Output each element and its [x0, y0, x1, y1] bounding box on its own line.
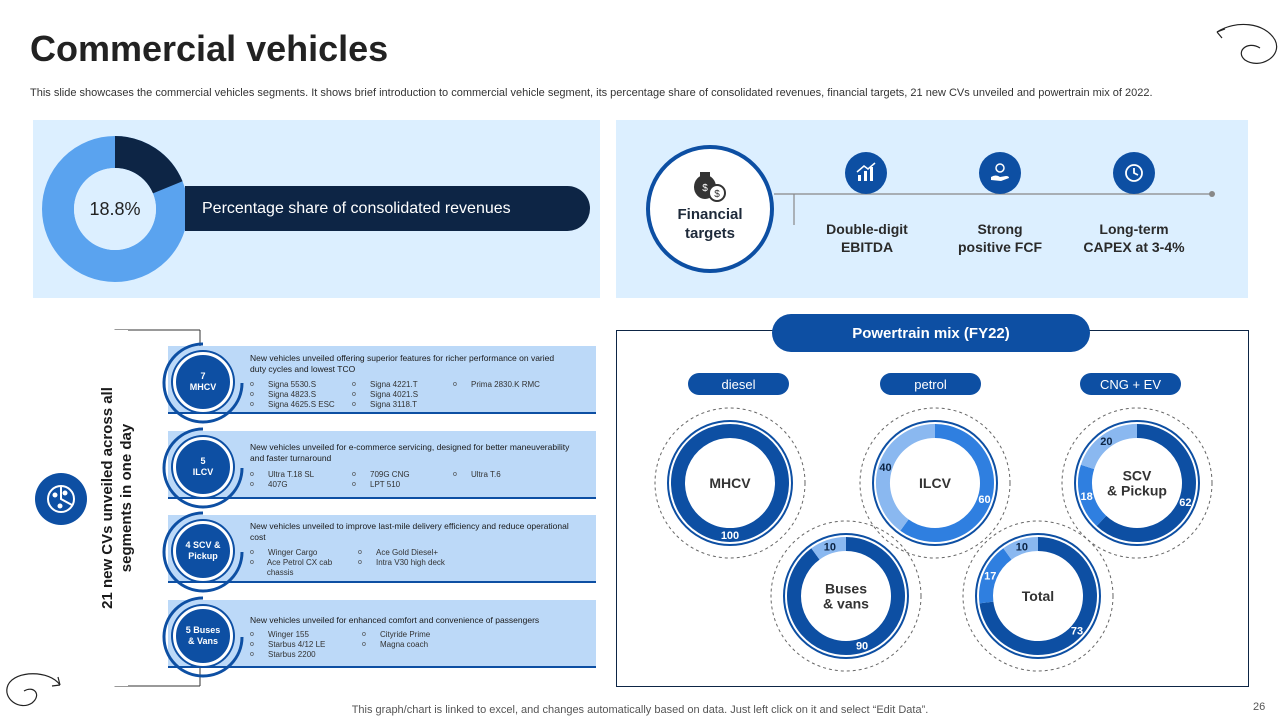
segment-1-item: o Signa 4221.T — [352, 380, 418, 389]
share-label-bar — [185, 186, 590, 231]
ring-value-label: 62 — [1179, 497, 1192, 510]
segment-2-item: o Ultra T.6 — [453, 470, 501, 479]
target-2-line1: Strong — [977, 221, 1023, 237]
segment-3-item: o Intra V30 high deck — [358, 558, 445, 567]
ring-name-label: & Pickup — [1107, 482, 1167, 499]
segment-3-item: o Ace Gold Diesel+ — [358, 548, 439, 557]
ring-value-label: 10 — [1015, 541, 1029, 554]
ring-value-label: 73 — [1070, 625, 1084, 638]
segment-2-item: o 709G CNG — [352, 470, 410, 479]
chart-growth-icon — [845, 152, 887, 194]
segment-1-badge-l2: MHCV — [189, 382, 217, 392]
target-3-line1: Long-term — [1099, 221, 1169, 237]
segment-4-item: o Cityride Prime — [362, 630, 431, 639]
ring-name-label: ILCV — [919, 475, 951, 491]
ring-name-label: MHCV — [709, 475, 751, 491]
financial-targets-badge — [646, 145, 774, 273]
svg-text:$: $ — [702, 183, 708, 194]
svg-text:$: $ — [714, 189, 720, 200]
vertical-line2: segments in one day — [118, 423, 135, 573]
segment-4-desc: New vehicles unveiled for enhanced comfort and convenience of passengers — [250, 615, 540, 625]
target-3-line2: CAPEX at 3-4% — [1083, 239, 1185, 255]
segment-2-item: o 407G — [250, 480, 288, 489]
segment-4-badge-l2: & Vans — [187, 636, 218, 646]
ring-value-label: 40 — [879, 461, 892, 474]
segment-3-badge — [173, 521, 233, 581]
ring-name-label: & vans — [823, 595, 869, 612]
segment-4-item: o Magna coach — [362, 640, 429, 649]
target-1-line1: Double-digit — [826, 221, 908, 237]
share-label: Percentage share of consolidated revenues — [202, 199, 511, 217]
segment-1-badge-l1: 7 — [200, 371, 206, 381]
segment-1-item: o Signa 4823.S — [250, 390, 317, 399]
target-2 — [935, 220, 1065, 256]
ring-name-label: Buses — [824, 580, 868, 597]
segment-3-item: o Winger Cargo — [250, 548, 318, 557]
legend-diesel: diesel — [688, 373, 789, 395]
page-subtitle: This slide showcases the commercial vehicles segments. It shows brief introduction to commercial vehicle segment, its percentage share of consolidated revenues, financial targets, 21 new CVs unveiled and powertrain mix of 2022. — [30, 87, 1153, 99]
segment-1-item: o Signa 3118.T — [352, 400, 417, 409]
financial-title-line2: targets — [684, 225, 736, 242]
segment-1-item: o Signa 4625.S ESC — [250, 400, 335, 409]
segment-1-item: o Prima 2830.K RMC — [453, 380, 540, 389]
ring-name-label: SCV — [1122, 467, 1152, 484]
segment-2-badge-l1: 5 — [200, 456, 206, 466]
segment-4-item: o Starbus 4/12 LE — [250, 640, 326, 649]
segment-2-badge-l2: ILCV — [192, 467, 214, 477]
segment-3-badge-l2: Pickup — [188, 551, 218, 561]
page-title: Commercial vehicles — [30, 28, 389, 69]
financial-title-line1: Financial — [677, 206, 743, 223]
ring-value-label: 100 — [720, 530, 740, 542]
legend-petrol: petrol — [880, 373, 981, 395]
target-3 — [1069, 220, 1199, 256]
segment-2-badge — [173, 437, 233, 497]
segment-3-desc: New vehicles unveiled to improve last-mile delivery efficiency and reduce operational cost — [250, 521, 569, 542]
segment-1-item: o Signa 4021.S — [352, 390, 419, 399]
target-1-line2: EBITDA — [840, 239, 894, 255]
ring-value-label: 18 — [1080, 490, 1093, 503]
ring-value-label: 20 — [1100, 435, 1113, 448]
legend-cng-ev: CNG + EV — [1080, 373, 1181, 395]
segment-1-desc: New vehicles unveiled offering superior features for richer performance on varied duty cycles and lowest TCO — [250, 353, 555, 374]
segment-3-item: o Ace Petrol CX cab chassis — [250, 558, 333, 577]
segment-4-item: o Winger 155 — [250, 630, 309, 639]
ring-value-label: 17 — [984, 570, 997, 583]
swirl-decoration-icon — [1205, 18, 1280, 73]
segment-3-badge-l1: 4 SCV & — [185, 540, 221, 550]
segment-2-item: o LPT 510 — [352, 480, 401, 489]
hand-money-icon — [979, 152, 1021, 194]
vehicles-pie-icon — [35, 473, 87, 525]
powertrain-title: Powertrain mix (FY22) — [772, 314, 1090, 352]
vertical-line1: 21 new CVs unveiled across all — [99, 387, 116, 609]
segment-2-item: o Ultra T.18 SL — [250, 470, 315, 479]
money-bag-icon — [690, 167, 730, 203]
segment-4-item: o Starbus 2200 — [250, 650, 316, 659]
segment-1-badge — [173, 352, 233, 412]
target-1 — [802, 220, 932, 256]
segment-1-item: o Signa 5530.S — [250, 380, 317, 389]
share-value: 18.8% — [89, 199, 141, 219]
segment-2-desc: New vehicles unveiled for e-commerce servicing, designed for better maneuverability and faster turnaround — [250, 442, 570, 463]
segment-4-badge — [173, 606, 233, 666]
segment-4-badge-l1: 5 Buses — [185, 625, 221, 635]
clock-icon — [1113, 152, 1155, 194]
ring-value-label: 90 — [855, 640, 869, 653]
powertrain-rings-chart — [616, 395, 1249, 687]
target-2-line2: positive FCF — [957, 239, 1042, 255]
page-number: 26 — [1253, 701, 1266, 713]
ring-value-label: 60 — [978, 494, 991, 507]
ring-name-label: Total — [1021, 588, 1055, 604]
footer-note: This graph/chart is linked to excel, and changes automatically based on data. Just left click on it and select “Edit Data”. — [351, 704, 929, 716]
ring-value-label: 10 — [823, 541, 837, 554]
